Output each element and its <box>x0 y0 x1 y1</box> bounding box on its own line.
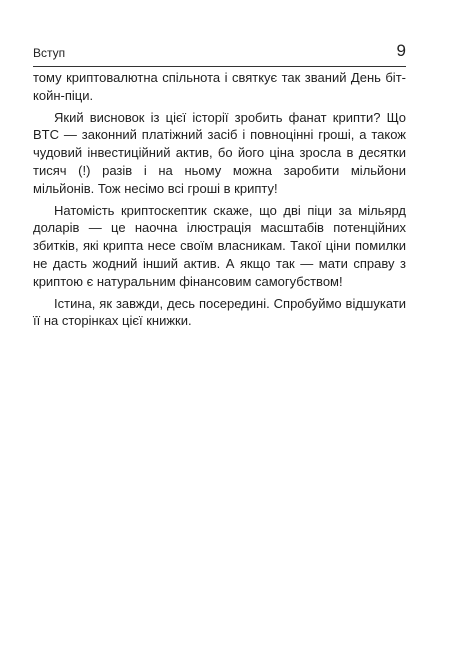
running-header <box>33 40 406 62</box>
paragraph: Який висновок із цієї історії зробить фанат крипти? Що BTC — законний платіжний засіб і повноцінні гроші, а також чудовий інвестиційний актив, бо його ціна зросла в десятки тисяч (!) разів і на ньому можна заробити мільйони мільйонів. Тож несімо всі гроші в крипту! <box>33 109 406 196</box>
paragraph: Натомість криптоскептик скаже, що дві піци за мільярд доларів — це наочна ілюстрація масштабів потенційних збитків, які крипта несе своїм власникам. Такої ціни помилки не дасть жодний інший актив. А якщо так — мати справу з криптою є натуральним фінансовим самогубством! <box>33 202 406 289</box>
body-text <box>33 69 406 334</box>
header-divider <box>33 66 406 67</box>
section-title: Вступ <box>33 46 66 60</box>
page-number: 9 <box>396 41 406 60</box>
paragraph: Істина, як завжди, десь посередині. Спробуймо відшукати її на сторінках цієї книжки. <box>33 295 406 329</box>
paragraph-continuation: тому криптовалютна спільнота і святкує так званий День біткойн-піци. <box>33 70 406 103</box>
